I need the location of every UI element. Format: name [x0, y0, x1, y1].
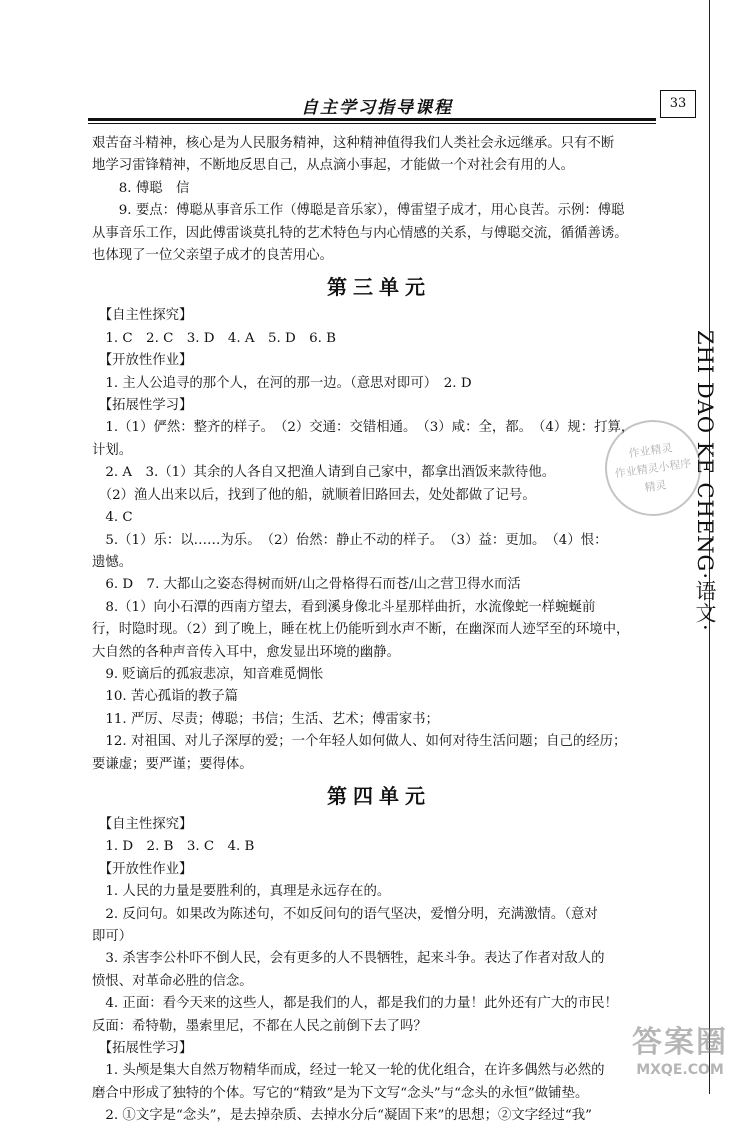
- text-line: 【自主性探究】: [92, 816, 193, 832]
- text-line: 磨合中形成了独特的个体。写它的“精致”是为下文写“念头”与“念头的永恒”做铺垫。: [92, 1085, 589, 1101]
- text-line: 1. D 2. B 3. C 4. B: [92, 839, 255, 855]
- text-line: 大自然的各种声音传入耳中，愈发显出环境的幽静。: [92, 644, 400, 660]
- text-line: 2. ①文字是“念头”，是去掉杂质、去掉水分后“凝固下来”的思想；②文字经过“我”: [92, 1108, 592, 1124]
- text-line: 12. 对祖国、对儿子深厚的爱；一个年轻人如何做人、如何对待生活问题；自己的经历；: [92, 734, 627, 750]
- text-line: 地学习雷锋精神，不断地反思自己，从点滴小事起，才能做一个对社会有用的人。: [92, 158, 575, 174]
- site-watermark: [615, 1025, 745, 1085]
- watermark-logo-text: 答案圈: [632, 1025, 728, 1060]
- text-line: 【拓展性学习】: [92, 398, 193, 414]
- text-line: 8.（1）向小石潭的西南方望去，看到溪身像北斗星那样曲折，水流像蛇一样蜿蜒前: [92, 599, 596, 615]
- text-line: 4. 正面：看今天来的这些人，都是我们的人，都是我们的力量！此外还有广大的市民！: [92, 996, 618, 1012]
- text-line: 从事音乐工作，因此傅雷谈莫扎特的艺术特色与内心情感的关系，与傅聪交流，循循善诱。: [92, 225, 628, 241]
- text-line: 计划。: [92, 442, 133, 458]
- text-line: 也体现了一位父亲望子成才的良苦用心。: [92, 248, 334, 264]
- text-line: 1. 人民的力量是要胜利的，真理是永远存在的。: [92, 884, 391, 900]
- text-line: 1. 头颅是集大自然万物精华而成，经过一轮又一轮的优化组合，在许多偶然与必然的: [92, 1063, 605, 1079]
- text-line: 【自主性探究】: [92, 308, 193, 324]
- text-line: 遗憾。: [92, 554, 133, 570]
- stamp-line-1: 作业精灵: [627, 441, 674, 461]
- text-line: 2. A 3.（1）其余的人各自又把渔人请到自己家中，都拿出酒饭来款待他。: [92, 465, 556, 481]
- text-line: 2. 反问句。如果改为陈述句，不如反问句的语气坚决，爱憎分明，充满激情。（意对: [92, 906, 598, 922]
- stamp-line-2: 作业精灵小程序: [614, 456, 693, 481]
- text-line: 要谦虚；要严谨；要得体。: [92, 756, 253, 772]
- unit-heading: 第四单元: [327, 783, 431, 808]
- text-line: 1.（1）俨然：整齐的样子。 （2）交通：交错相通。 （3）咸：全，都。 （4）规：打算，: [92, 420, 635, 436]
- text-line: 【拓展性学习】: [92, 1041, 193, 1057]
- text-line: 1. C 2. C 3. D 4. A 5. D 6. B: [92, 330, 337, 346]
- text-line: 4. C: [92, 510, 133, 526]
- unit-heading: 第三单元: [327, 275, 431, 300]
- side-course-label: ZHI DAO KE CHENG·语文·: [693, 330, 717, 632]
- stamp-line-3: 精灵: [643, 478, 668, 495]
- text-line: 10. 苦心孤诣的教子篇: [92, 689, 239, 705]
- header-rule-thin: [88, 123, 656, 124]
- answer-content: [92, 133, 666, 1128]
- page-number: 33: [660, 90, 696, 118]
- watermark-url: MXQE.COM: [636, 1062, 724, 1078]
- header-rule: [88, 118, 656, 121]
- text-line: 【开放性作业】: [92, 861, 193, 877]
- text-line: 11. 严厉、尽责；傅聪；书信；生活、艺术；傅雷家书；: [92, 711, 439, 727]
- text-line: （2）渔人出来以后，找到了他的船，就顺着旧路回去，处处都做了记号。: [92, 487, 536, 503]
- text-line: 行，时隐时现。（2）到了晚上，睡在枕上仍能听到水声不断，在幽深而人迹罕至的环境中，: [92, 622, 630, 638]
- running-header-title: 自主学习指导课程: [301, 98, 453, 118]
- text-line: 【开放性作业】: [92, 353, 193, 369]
- text-line: 3. 杀害李公朴吓不倒人民，会有更多的人不畏牺牲，起来斗争。表达了作者对敌人的: [92, 951, 605, 967]
- text-line: 5.（1）乐：以……为乐。 （2）佁然：静止不动的样子。 （3）益：更加。 （4）恨：: [92, 532, 608, 548]
- text-line: 9. 要点：傅聪从事音乐工作（傅聪是音乐家），傅雷望子成才，用心良苦。示例：傅聪: [92, 203, 625, 219]
- text-line: 6. D 7. 大都山之姿态得树而妍/山之骨格得石而苍/山之营卫得水而活: [92, 577, 521, 593]
- text-line: 艰苦奋斗精神，核心是为人民服务精神，这种精神值得我们人类社会永远继承。只有不断: [92, 136, 615, 151]
- text-line: 8. 傅聪 信: [92, 180, 190, 196]
- text-line: 9. 贬谪后的孤寂悲凉，知音难觅惆怅: [92, 666, 324, 682]
- text-line: 1. 主人公追寻的那个人，在河的那一边。（意思对即可） 2. D: [92, 375, 472, 391]
- text-line: 反面：希特勒，墨索里尼，不都在人民之前倒下去了吗？: [92, 1018, 427, 1034]
- text-line: 愤恨、对革命必胜的信念。: [92, 973, 253, 989]
- text-line: 即可）: [92, 929, 133, 944]
